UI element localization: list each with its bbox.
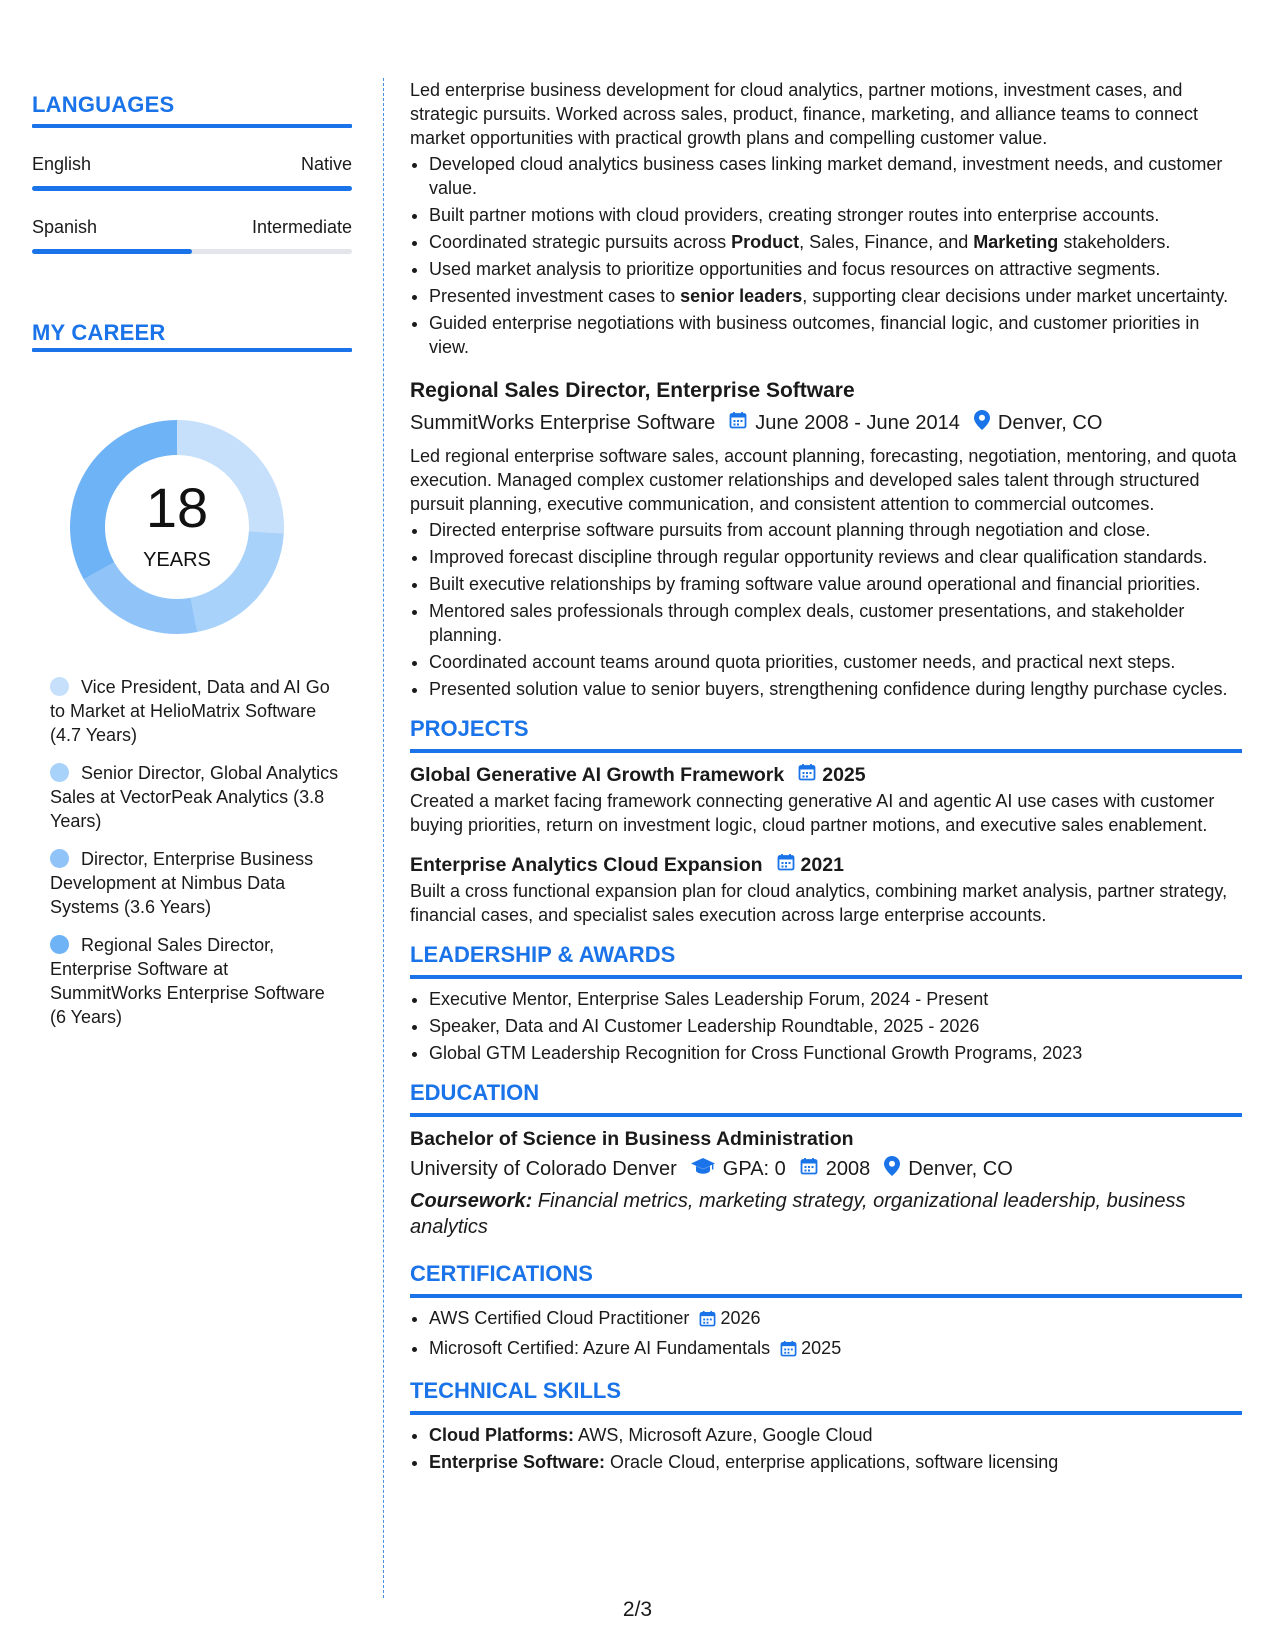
page-number: 2/3 <box>622 1598 653 1621</box>
graduation-cap-icon <box>691 1157 715 1181</box>
right-column <box>410 78 1242 1477</box>
leadership-item: • Executive Mentor, Enterprise Sales Leadership Forum, 2024 - Present <box>429 987 1242 1011</box>
career-item-text: Regional Sales Director, Enterprise Software at SummitWorks Enterprise Software (6 Years) <box>50 935 325 1027</box>
job-location: Denver, CO <box>997 412 1103 434</box>
languages-title: LANGUAGES <box>32 92 175 117</box>
job-bullet: • Developed cloud analytics business cases linking market demand, investment needs, and customer value. <box>429 152 1242 200</box>
project-year: 2021 <box>800 854 844 876</box>
career-dot-icon <box>50 849 69 868</box>
career-item-text: Vice President, Data and AI Go to Market at HelioMatrix Software (4.7 Years) <box>50 677 330 745</box>
leadership-title: LEADERSHIP & AWARDS <box>410 942 676 967</box>
certification-name: AWS Certified Cloud Practitioner <box>429 1308 690 1328</box>
career-item-text: Senior Director, Global Analytics Sales at VectorPeak Analytics (3.8 Years) <box>50 763 339 831</box>
certifications-list <box>410 1306 1242 1363</box>
certification-year: 2025 <box>801 1338 842 1358</box>
job-bullet: • Built partner motions with cloud providers, creating stronger routes into enterprise accounts. <box>429 203 1242 227</box>
career-item-text: Director, Enterprise Business Development at Nimbus Data Systems (3.6 Years) <box>50 849 314 917</box>
career-item <box>50 675 340 747</box>
skill-label: Cloud Platforms: <box>429 1425 575 1445</box>
calendar-icon <box>777 851 795 879</box>
career-donut <box>62 412 292 642</box>
certification-item <box>429 1306 1242 1333</box>
left-column <box>32 92 352 1027</box>
job-bullet: • Used market analysis to prioritize opportunities and focus resources on attractive segments. <box>429 257 1242 281</box>
calendar-icon <box>800 1157 818 1181</box>
column-divider <box>383 78 384 1598</box>
calendar-icon <box>780 1339 797 1363</box>
language-english <box>32 154 352 191</box>
certification-name: Microsoft Certified: Azure AI Fundamentals <box>429 1338 771 1358</box>
leadership-rule <box>410 975 1242 979</box>
leadership-item: • Global GTM Leadership Recognition for Cross Functional Growth Programs, 2023 <box>429 1041 1242 1065</box>
certification-item <box>429 1336 1242 1363</box>
career-dot-icon <box>50 935 69 954</box>
skills-title: TECHNICAL SKILLS <box>410 1378 622 1403</box>
job-bullet: • Built executive relationships by framing software value around operational and financial priorities. <box>429 572 1242 596</box>
language-bar <box>32 186 352 191</box>
coursework-label: Coursework: <box>410 1190 533 1212</box>
education-rule <box>410 1113 1242 1117</box>
career-dot-icon <box>50 677 69 696</box>
job-bullet: • Coordinated strategic pursuits across Product, Sales, Finance, and Marketing stakeholders. <box>429 230 1242 254</box>
job-summary: Led regional enterprise software sales, account planning, forecasting, negotiation, mentoring, and quota execution. Managed complex customer relationships and developed sales talent through structured pursuit planning, executive communication, and consistent attention to commercial outcomes. <box>410 446 1237 514</box>
job-summary: Led enterprise business development for cloud analytics, partner motions, investment cases, and strategic pursuits. Worked across sales, product, finance, marketing, and alliance teams to connect market opportunities with practical growth plans and compelling customer value. <box>410 80 1199 148</box>
donut-segment-2 <box>84 562 198 634</box>
education-gpa: GPA: 0 <box>722 1158 786 1180</box>
skill-item <box>429 1450 1242 1474</box>
job-bullet: • Presented investment cases to senior leaders, supporting clear decisions under market uncertainty. <box>429 284 1242 308</box>
certifications-title: CERTIFICATIONS <box>410 1261 593 1286</box>
job-bullet: • Mentored sales professionals through complex deals, customer presentations, and stakeholder planning. <box>429 599 1242 647</box>
project-description: Built a cross functional expansion plan for cloud analytics, combining market analysis, partner strategy, financial cases, and specialist sales execution across large enterprise accounts. <box>410 881 1228 925</box>
education-location: Denver, CO <box>908 1158 1013 1180</box>
calendar-icon <box>798 761 816 789</box>
certification-year: 2026 <box>720 1308 761 1328</box>
job-bullets <box>410 152 1242 359</box>
project-name: Global Generative AI Growth Framework <box>410 764 785 786</box>
education-degree: Bachelor of Science in Business Administration <box>410 1128 854 1150</box>
career-rule <box>32 348 352 352</box>
language-spanish <box>32 217 352 254</box>
skill-item <box>429 1423 1242 1447</box>
education-meta <box>410 1156 1242 1182</box>
job-bullet: • Guided enterprise negotiations with business outcomes, financial logic, and customer priorities in view. <box>429 311 1242 359</box>
language-level: Intermediate <box>251 217 352 237</box>
job-bullet: • Directed enterprise software pursuits from account planning through negotiation and close. <box>429 518 1242 542</box>
language-bar-fill <box>32 186 352 191</box>
location-pin-icon <box>974 410 990 436</box>
leadership-item: • Speaker, Data and AI Customer Leadership Roundtable, 2025 - 2026 <box>429 1014 1242 1038</box>
job-bullet: • Coordinated account teams around quota priorities, customer needs, and practical next steps. <box>429 650 1242 674</box>
career-total-label: YEARS <box>143 549 211 571</box>
skill-value: AWS, Microsoft Azure, Google Cloud <box>574 1425 873 1445</box>
leadership-list <box>410 987 1242 1065</box>
project-item <box>410 851 1242 927</box>
skill-value: Oracle Cloud, enterprise applications, software licensing <box>605 1452 1059 1472</box>
education-title: EDUCATION <box>410 1080 540 1105</box>
project-year: 2025 <box>822 764 866 786</box>
language-bar <box>32 249 352 254</box>
job-title: Regional Sales Director, Enterprise Software <box>410 379 855 402</box>
calendar-icon <box>729 411 747 435</box>
job-bullet: • Presented solution value to senior buyers, strengthening confidence during lengthy purchase cycles. <box>429 677 1242 701</box>
education-coursework <box>410 1188 1242 1240</box>
language-bar-fill <box>32 249 192 254</box>
job-bullet: • Improved forecast discipline through regular opportunity reviews and clear qualification standards. <box>429 545 1242 569</box>
job-meta <box>410 410 1242 436</box>
calendar-icon <box>699 1309 716 1333</box>
language-name: Spanish <box>32 217 98 237</box>
skills-rule <box>410 1411 1242 1415</box>
languages-rule <box>32 124 352 128</box>
career-title: MY CAREER <box>32 320 166 345</box>
skills-list <box>410 1423 1242 1474</box>
job-dates: June 2008 - June 2014 <box>755 412 960 434</box>
job-bullets <box>410 518 1242 701</box>
projects-rule <box>410 749 1242 753</box>
location-pin-icon <box>884 1156 900 1182</box>
project-name: Enterprise Analytics Cloud Expansion <box>410 854 763 876</box>
language-name: English <box>32 154 92 174</box>
donut-segment-1 <box>191 531 284 632</box>
education-school: University of Colorado Denver <box>410 1158 677 1180</box>
project-description: Created a market facing framework connecting generative AI and agentic AI use cases with customer buying priorities, return on investment logic, cloud partner motions, and executive sales enablement. <box>410 791 1215 835</box>
coursework-text: Financial metrics, marketing strategy, organizational leadership, business analytics <box>410 1190 1186 1238</box>
skill-label: Enterprise Software: <box>429 1452 606 1472</box>
career-list <box>50 675 340 1043</box>
career-dot-icon <box>50 763 69 782</box>
job-company: SummitWorks Enterprise Software <box>410 412 716 434</box>
career-item <box>50 761 340 833</box>
certifications-rule <box>410 1294 1242 1298</box>
career-total-number: 18 <box>145 476 209 539</box>
education-year: 2008 <box>825 1158 871 1180</box>
project-item <box>410 761 1242 837</box>
language-level: Native <box>300 154 352 174</box>
career-item <box>50 933 340 1029</box>
career-item <box>50 847 340 919</box>
projects-title: PROJECTS <box>410 716 529 741</box>
